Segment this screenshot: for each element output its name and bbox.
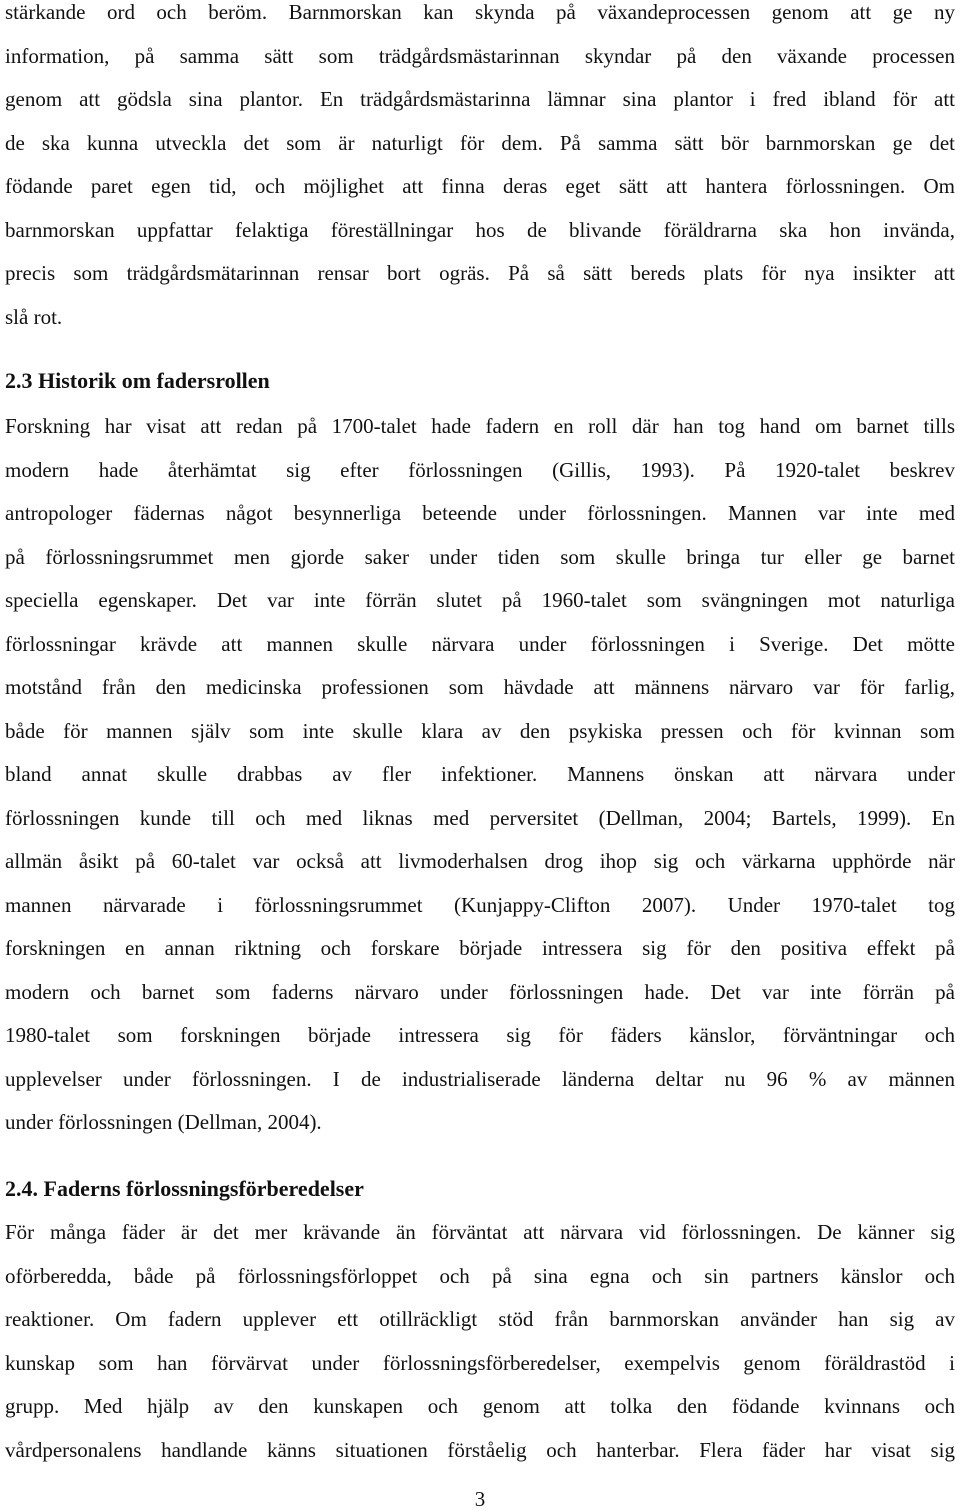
text-line: förlossningen kunde till och med liknas med perversitet (Dellman, 2004; Bartels, 1999). En xyxy=(5,805,955,830)
text-line: de ska kunna utveckla det som är naturligt för dem. På samma sätt bör barnmorskan ge det xyxy=(5,130,955,155)
text-line: bland annat skulle drabbas av fler infektioner. Mannens önskan att närvara under xyxy=(5,762,955,786)
text-line: på förlossningsrummet men gjorde saker under tiden som skulle bringa tur eller ge barnet xyxy=(5,544,955,569)
text-line: förlossningar krävde att mannen skulle närvara under förlossningen i Sverige. Det mötte xyxy=(5,631,955,656)
page-number: 3 xyxy=(474,1487,486,1511)
text-line: genom att gödsla sina plantor. En trädgårdsmästarinna lämnar sina plantor i fred ibland för att xyxy=(5,87,955,111)
text-line: information, på samma sätt som trädgårdsmästarinnan skyndar på den växande processen xyxy=(5,43,955,68)
paragraph-father-role-history xyxy=(5,405,955,1145)
text-line: slå rot. xyxy=(5,304,63,329)
text-line: allmän åsikt på 60-talet var också att livmoderhalsen drog ihop sig och värkarna upphörde när xyxy=(5,849,955,873)
text-line: födande paret egen tid, och möjlighet att finna deras eget sätt att hantera förlossningen. Om xyxy=(5,174,955,198)
text-line: oförberedda, både på förlossningsförloppet och på sina egna och sin partners känslor och xyxy=(5,1263,955,1288)
text-line: upplevelser under förlossningen. I de industrialiserade länderna deltar nu 96 % av männen xyxy=(5,1066,955,1091)
text-line: både för mannen själv som inte skulle klara av den psykiska pressen och för kvinnan som xyxy=(5,718,955,743)
section-heading-2-4: 2.4. Faderns förlossningsförberedelser xyxy=(5,1176,364,1201)
text-line: antropologer fädernas något besynnerliga beteende under förlossningen. Mannen var inte med xyxy=(5,501,955,525)
text-line: vårdpersonalens handlande känns situationen förståelig och hanterbar. Flera fäder har visat sig xyxy=(5,1437,955,1462)
text-line: modern hade återhämtat sig efter förlossningen (Gillis, 1993). På 1920-talet beskrev xyxy=(5,457,955,482)
paragraph-father-preparation xyxy=(5,1211,955,1472)
text-line: Forskning har visat att redan på 1700-talet hade fadern en roll där han tog hand om barnet tills xyxy=(5,414,955,438)
text-line: precis som trädgårdsmätarinnan rensar bort ogräs. På så sätt bereds plats för nya insikter att xyxy=(5,261,955,285)
text-line: mannen närvarade i förlossningsrummet (Kunjappy-Clifton 2007). Under 1970-talet tog xyxy=(5,892,955,917)
text-line: grupp. Med hjälp av den kunskapen och genom att tolka den födande kvinnans och xyxy=(5,1394,955,1418)
text-line: 1980-talet som forskningen började intressera sig för fäders känslor, förväntningar och xyxy=(5,1023,955,1047)
text-line: barnmorskan uppfattar felaktiga föreställningar hos de blivande föräldrarna ska hon invända, xyxy=(5,217,955,242)
section-heading-2-3: 2.3 Historik om fadersrollen xyxy=(5,368,270,393)
text-line: reaktioner. Om fadern upplever ett otillräckligt stöd från barnmorskan använder han sig av xyxy=(5,1307,955,1331)
text-line: kunskap som han förvärvat under förlossningsförberedelser, exempelvis genom föräldrastöd i xyxy=(5,1350,955,1375)
text-line: För många fäder är det mer krävande än förväntat att närvara vid förlossningen. De känner sig xyxy=(5,1220,955,1244)
text-line: speciella egenskaper. Det var inte förrän slutet på 1960-talet som svängningen mot naturliga xyxy=(5,588,955,612)
text-line: motstånd från den medicinska professionen som hävdade att männens närvaro var för farlig, xyxy=(5,675,955,699)
text-line: forskningen en annan riktning och forskare började intressera sig för den positiva effekt på xyxy=(5,936,955,960)
text-line: under förlossningen (Dellman, 2004). xyxy=(5,1110,322,1134)
text-line: modern och barnet som faderns närvaro under förlossningen hade. Det var inte förrän på xyxy=(5,979,955,1004)
paragraph-gardener-metaphor xyxy=(5,0,955,339)
text-line: stärkande ord och beröm. Barnmorskan kan skynda på växandeprocessen genom att ge ny xyxy=(5,0,955,24)
